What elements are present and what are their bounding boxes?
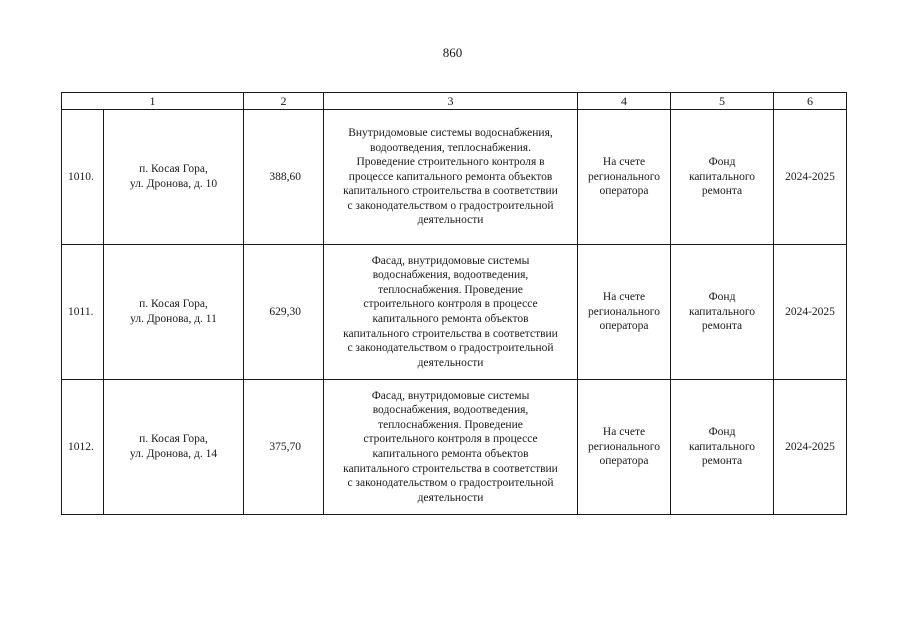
work-line: процессе капитального ремонта объектов [348,170,553,183]
address-line: п. Косая Гора, [139,163,208,176]
work-line: Внутридомовые системы водоснабжения, [348,126,553,139]
column-number-5: 5 [671,93,774,110]
building-area: 388,60 [244,110,324,245]
funding-source [671,245,774,380]
repair-period: 2024-2025 [774,380,847,515]
repair-period: 2024-2025 [774,110,847,245]
source-line: капитального [688,170,756,183]
form-line: На счете [602,156,646,169]
work-line: теплоснабжения. Проведение [378,283,523,296]
address-line: п. Косая Гора, [139,433,208,446]
fund-account-form [578,380,671,515]
source-line: ремонта [701,455,743,468]
work-line: деятельности [417,491,484,504]
column-number-1: 1 [62,93,244,110]
address-line: ул. Дронова, д. 14 [129,448,218,460]
page-number: 860 [442,45,463,60]
column-number-row [62,93,847,110]
repair-period: 2024-2025 [774,245,847,380]
address-line: ул. Дронова, д. 10 [129,178,218,190]
work-line: с законодательством о градостроительной [347,477,554,490]
work-line: капитального ремонта объектов [372,313,529,325]
work-line: теплоснабжения. Проведение [378,418,523,431]
form-line: оператора [599,320,649,333]
building-address [104,380,244,515]
source-line: Фонд [708,426,736,439]
work-line: Фасад, внутридомовые системы [371,389,530,402]
column-number-3: 3 [324,93,578,110]
table-row [62,245,847,380]
form-line: На счете [602,426,646,439]
table-row [62,380,847,515]
column-number-4: 4 [578,93,671,110]
form-line: На счете [602,291,646,304]
work-line: деятельности [417,214,484,227]
row-number: 1012. [62,380,104,515]
source-line: Фонд [708,291,736,304]
fund-account-form [578,245,671,380]
table-row [62,110,847,245]
work-line: строительного контроля в процессе [363,433,538,446]
work-line: строительного контроля в процессе [363,298,538,311]
form-line: оператора [599,185,649,198]
source-line: Фонд [708,156,736,169]
form-line: оператора [599,455,649,468]
work-line: деятельности [417,356,484,369]
work-line: Проведение строительного контроля в [356,156,545,169]
work-description [324,380,578,515]
source-line: ремонта [701,320,743,333]
work-line: водоотведения, теплоснабжения. [370,141,531,154]
column-number-2: 2 [244,93,324,110]
work-line: капитального строительства в соответствии [343,327,558,340]
form-line: регионального [588,170,660,183]
work-description [324,245,578,380]
form-line: регионального [588,440,660,453]
funding-source [671,380,774,515]
fund-account-form [578,110,671,245]
row-number: 1010. [62,110,104,245]
source-line: капитального [688,440,756,453]
work-line: с законодательством о градостроительной [347,199,554,212]
work-line: капитального строительства в соответствии [343,462,558,475]
repair-register-table [61,92,847,515]
work-line: капитального ремонта объектов [372,448,529,460]
work-description [324,110,578,245]
work-line: Фасад, внутридомовые системы [371,254,530,267]
address-line: ул. Дронова, д. 11 [130,313,217,325]
building-address [104,110,244,245]
address-line: п. Косая Гора, [139,298,208,311]
building-address [104,245,244,380]
form-line: регионального [588,305,660,318]
work-line: водоснабжения, водоотведения, [372,269,529,282]
row-number: 1011. [62,245,104,380]
work-line: водоснабжения, водоотведения, [372,404,529,417]
source-line: капитального [688,305,756,318]
funding-source [671,110,774,245]
work-line: с законодательством о градостроительной [347,342,554,355]
work-line: капитального строительства в соответствии [343,185,558,198]
column-number-6: 6 [774,93,847,110]
building-area: 375,70 [244,380,324,515]
source-line: ремонта [701,185,743,198]
building-area: 629,30 [244,245,324,380]
